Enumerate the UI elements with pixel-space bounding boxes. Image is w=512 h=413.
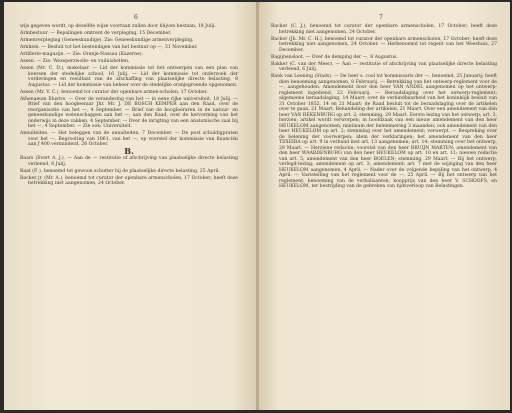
section-letter: B. (124, 146, 134, 156)
index-entry: Backer (C. J.), benoemd tot curator der openbare armenscholen, 17 October; heeft deze betrekking niet aangenomen, 24 October. (271, 24, 497, 35)
index-entry: Athenaeum Illustre. — Over de verandering van het — in eene rijke universiteit, 18 Julij. — Brief van den hoogleeraar Jhr. Mr. J. DE BOSCH KEMPER aan den Raad, over de reorganisatie van het —, 4 September. — Brief van de hoogleeraren in de natuur- en geneeskundige wetenschappen aan het —, aan den Raad, over de hervorming van het onderwijs in deze vakken, 4 September. — Over de inrigting van een anatomische zaal bij het —, 4 September. — Zie ook: Universiteit. (20, 96, 238, 129)
index-entry: Annuïteiten. — Het beleggen van de annuïteiten, 7 December. — De post schuldigpraten voor het —, Begrooting van 1861, van het —, op voorstel der kommissie van financiën aan ƒ 400 verminderd, 26 October. (20, 131, 238, 147)
index-entry: Bagijnensloot. — Over de demping der —, 8 Augustus. (271, 54, 398, 60)
index-entry: Bakker (C. van der Meer). — Aan — restitutie of afschrijving van plaatselijke directe belasting verleend, 6 Julij. (271, 61, 497, 72)
index-entry: Bank van Leening (Stads). — De heer s. cool tot kommissaris der —, benoemd, 25 Januarij; heeft dien benoeming aangenomen, 8 Februarij. — Betrekking van het ontwerp-reglement voor de —, aangehouden. Amendement door den heer VAN ANDEL aangenomen op het ontwerp-reglement ingediend, 22 Februarij. — Beraadslaging over het ontwerp-reglement; algemeene beraadslaging, 14 Maart; over de verbindbaarheid van het koninklijk besluit van 31 October 1852, 14 en 21 Maart; de Raad besluit tot de beraadslaging over de artikelen over te gaan, 21 Maart. Behandeling der artikelen, 21 Maart. Over een amendement van den heer VAN REKENBURG op art. 2; stemming, 29 Maart. Eerste lezing van het ontwerp; art. 3, herzien; artikel wordt verworpen; in hoofdzaak van een nieuw amendement van den heer HEUKELOM aangenomen; minimum der belemmering 3 maanden; ook amendement van den heer HEUKELOM op art. 2; stemming over het amendement; verwerpt. — Bespreking over de belening der voorwerpen; idem der verklaringen; het amendement van den heer TEXEIRA op art. 9 in verband met art. 13 aangenomen; art. 14; stemming over het ontwerp, 29 Maart. — Herziene redactie; voorstel van den heer BRUIJN MARTEN; amendement van den heer WAARDENBURG van den heer HEUKELOM op art. 10 en art. 11; nieuwe redactie van art. 5; amendement van den heer BOELEN; stemming, 29 Maart. — Bij het ontwerp, verlegd-lezing; amendement op art. 3; amendement; art. 7 met de wijziging van den heer HEUKELOM aangenomen, 4 April. — Nader over de volgende bepaling van het ontwerp, 4 April. — Vaststelling van het reglement voor de —, 25 April. — Bij het ontwerp van het reglement; benoeming van de verbalisanten; koopprijs van den heer V. SCHOOFS, en HEUKELOM, ter bestrijding van de gebreken van tijdsverloop van Belastingen. (271, 74, 497, 189)
index-entry: Armenverpleging (Geneeskundige). Zie: Geneeskundige armenverpleging. (20, 38, 194, 43)
index-entry: wijs gegeven wordt, op dezelfde wijze voortaan zullen door blijven bestaan, 18 Julij. (20, 24, 216, 29)
page-number: 6 (134, 14, 138, 21)
index-entry: Assen (Mr. C. D.), makelaar. — Lid der kommissie tot het ontwerpen van een plan van koersen der stedelijke school, 16 Julij. — Lid der kommissie tot onderzoek der vorderingen en resultaat van de afschaffing van plaatselijke directe belasting, 8 Augustus. — Lid der kommissie van beheer over de stedelijke oranjegroende opgenomen. (20, 66, 238, 88)
index-entry: Backer (Jh. Mr. C. H.), benoemd tot curator der openbare armenscholen, 17 October; heeft deze betrekking niet aangenomen, 24 October. — Herbenoemd tot regent van het Weeshuis, 27 December. (271, 36, 497, 53)
index-entry: Assen. — Zie: Wezeperzwolle- en vuilnisbelten. (20, 59, 130, 64)
index-entry: Armbestuur. — Bepalingen omtrent de verpleging, 15 December. (20, 31, 172, 36)
page-number: 7 (379, 14, 383, 21)
index-entry: Backer jr. (Mr. A.), benoemd tot curator der openbare armenscholen, 17 October; heeft deze betrekking niet aangenomen, 24 October. (20, 175, 238, 186)
index-entry: Baars (Evert A. J.). — Aan de — restitutie of afschrijving van plaatselijke directe belasting verleend, 6 Julij. (20, 156, 238, 167)
index-entry: Baat (P. ), benoemd tot gewoon schutter bij de plaatselijke directe belasting, 25 April. (20, 168, 220, 174)
index-entry: Arnhem. — Besluit tot het bestendigen van het bestuur op —, 31 November. (20, 45, 198, 50)
right-column (271, 24, 497, 191)
book-spread (4, 2, 510, 410)
index-entry: Assen (Mr. V. C.), benoemd tot curator der openbare armen-scholen, 17 October. (20, 89, 208, 95)
right-page (259, 2, 510, 410)
left-page (4, 2, 257, 410)
index-entry: Artillerie-magazijn. — Zie: Oranje-Nassau (Kazerne). (20, 52, 144, 57)
left-column (20, 24, 238, 188)
